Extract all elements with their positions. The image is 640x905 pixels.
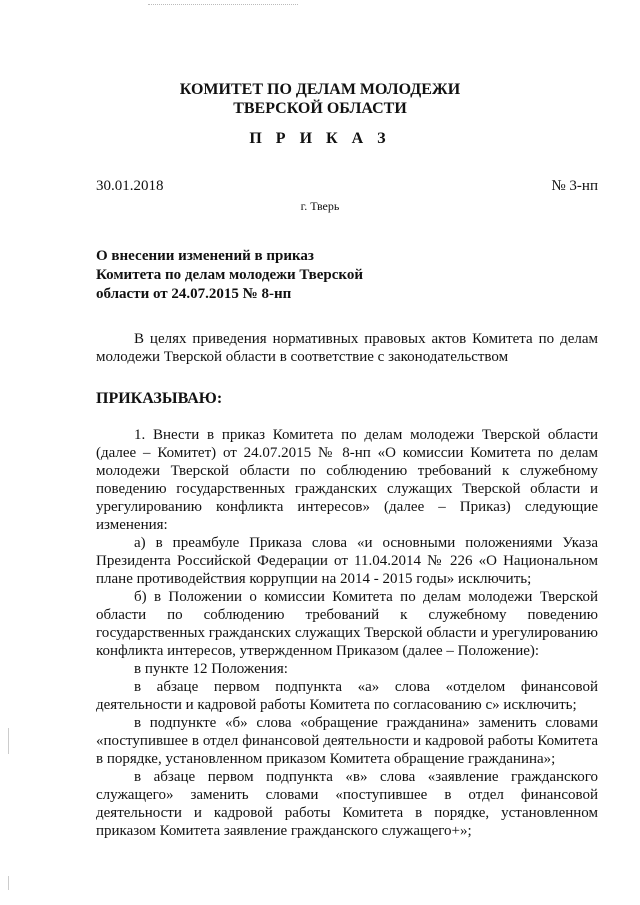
preamble-paragraph: В целях приведения нормативных правовых актов Комитета по делам молодежи Тверской области в соответствие с законодательством bbox=[96, 331, 598, 365]
scan-margin-mark bbox=[8, 728, 9, 754]
paragraph-subpoint-v: в абзаце первом подпункта «в» слова «заявление гражданского служащего» заменить словами «поступившее в отдел финансовой деятельности и кадровой работы Комитета в порядке, установленном приказом Комитета заявление гражданского служащего+»; bbox=[96, 769, 598, 839]
scan-artifact bbox=[148, 4, 298, 9]
subject-line2: Комитета по делам молодежи Тверской bbox=[96, 267, 363, 283]
paragraph-subpoint-a: в абзаце первом подпункта «а» слова «отделом финансовой деятельности и кадровой работы Комитета по согласованию с» исключить; bbox=[96, 679, 598, 713]
subject-line3: области от 24.07.2015 № 8-нп bbox=[96, 286, 292, 302]
subject-line1: О внесении изменений в приказ bbox=[96, 248, 314, 264]
document-body bbox=[96, 330, 598, 840]
scan-margin-mark bbox=[8, 876, 9, 890]
document-date: 30.01.2018 bbox=[96, 178, 164, 194]
document-subject bbox=[96, 247, 396, 304]
paragraph-1a: а) в преамбуле Приказа слова «и основными положениями Указа Президента Российской Федерации от 11.04.2014 № 226 «О Национальном плане противодействия коррупции на 2014 - 2015 годы» исключить; bbox=[96, 535, 598, 587]
paragraph-subpoint-b: в подпункте «б» слова «обращение гражданина» заменить словами «поступившее в отдел финансовой деятельности и кадровой работы Комитета в порядке, установленном приказом Комитета обращение гражданина»; bbox=[96, 715, 598, 767]
organization-name-line2: ТВЕРСКОЙ ОБЛАСТИ bbox=[233, 100, 407, 117]
document-type: П Р И К А З bbox=[249, 130, 391, 147]
paragraph-point-12: в пункте 12 Положения: bbox=[134, 661, 288, 677]
organization-name-line1: КОМИТЕТ ПО ДЕЛАМ МОЛОДЕЖИ bbox=[179, 81, 461, 98]
document-number: № 3-нп bbox=[551, 178, 598, 194]
decree-heading: ПРИКАЗЫВАЮ: bbox=[96, 390, 223, 407]
document-city: г. Тверь bbox=[300, 199, 340, 213]
organization-header bbox=[0, 80, 640, 118]
paragraph-1: 1. Внести в приказ Комитета по делам молодежи Тверской области (далее – Комитет) от 24.07.2015 № 8-нп «О комиссии Комитета по делам молодежи Тверской области по соблюдению требований к служебному поведению государственных гражданских служащих Тверской области и урегулированию конфликта интересов» (далее – Приказ) следующие изменения: bbox=[96, 427, 598, 533]
paragraph-1b: б) в Положении о комиссии Комитета по делам молодежи Тверской области по соблюдению требований к служебному поведению государственных гражданских служащих Тверской области и урегулированию конфликта интересов, утвержденном Приказом (далее – Положение): bbox=[96, 589, 598, 659]
